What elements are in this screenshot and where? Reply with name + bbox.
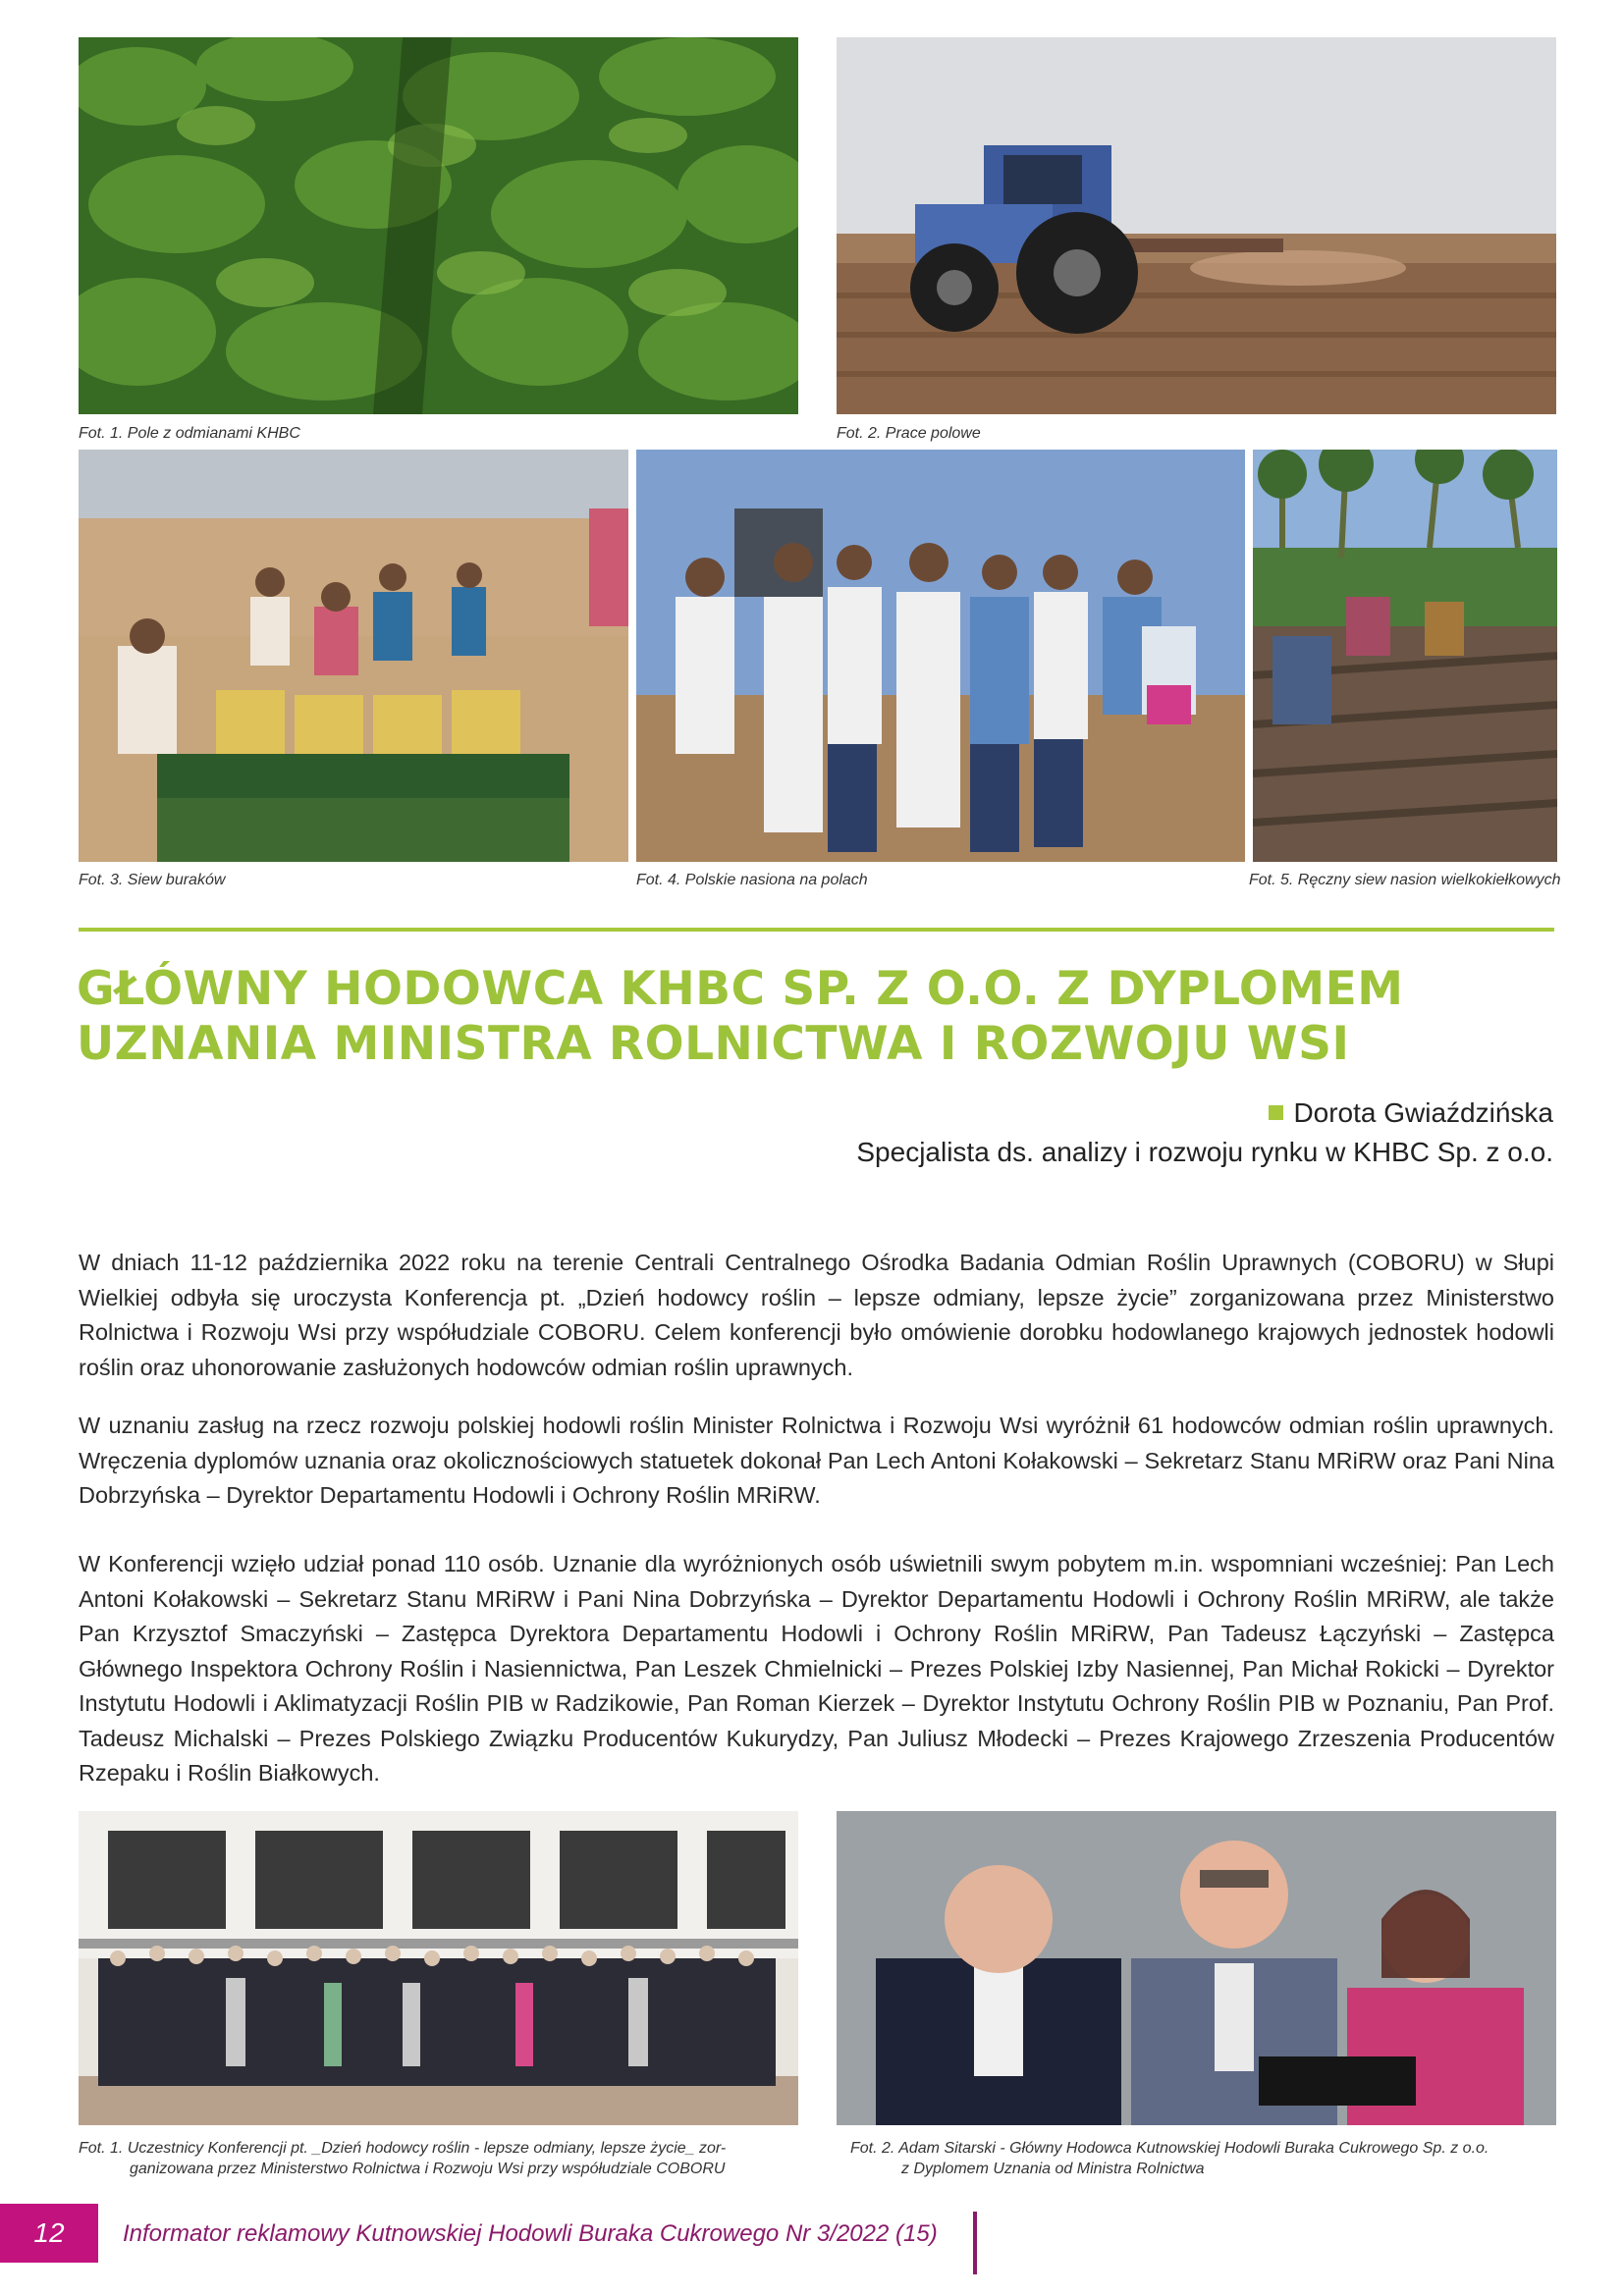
caption-fot4: Fot. 4. Polskie nasiona na polach (636, 872, 868, 888)
photo-conference-participants (79, 1811, 798, 2125)
caption-bottom-fot1-line2: ganizowana przez Ministerstwo Rolnictwa i Rozwoju Wsi przy współudziale COBORU (130, 2161, 726, 2177)
paragraph-3: W Konferencji wzięło udział ponad 110 osób. Uznanie dla wyróżnionych osób uświetnili swym pobytem m.in. wspomniani wcześniej: Pan Lech Antoni Kołakowski – Sekretarz Stanu MRiRW i Pani Nina Dobrzyńska – Dyrektor Departamentu Hodowli i Ochrony Roślin MRiRW, ale także Pan Krzysztof Smaczyński – Zastępca Dyrektora Departamentu Hodowli i Ochrony Roślin MRiRW, Pan Tadeusz Łączyński – Zastępca Głównego Inspektora Ochrony Roślin i Nasiennictwa, Pan Leszek Chmielnicki – Prezes Polskiej Izby Nasiennej, Pan Michał Rokicki – Dyrektor Instytutu Hodowli i Aklimatyzacji Roślin PIB w Radzikowie, Pan Roman Kierzek – Dyrektor Instytutu Ochrony Roślin PIB w Poznaniu, Pan Prof. Tadeusz Michalski – Prezes Polskiego Związku Producentów Kukurydzy, Pan Juliusz Młodecki – Prezes Krajowego Zrzeszenia Producentów Rzepaku i Roślin Białkowych. (79, 1551, 1554, 1786)
caption-bottom-fot2-line2: z Dyplomem Uznania od Ministra Rolnictwa (901, 2161, 1205, 2177)
photo-sowing-beets (79, 450, 628, 862)
bullet-square-icon (1269, 1105, 1283, 1120)
caption-fot3: Fot. 3. Siew buraków (79, 872, 226, 888)
article-title-line2: UZNANIA MINISTRA ROLNICTWA I ROZWOJU WSI (77, 1017, 1350, 1071)
photo-polish-seeds-group (636, 450, 1245, 862)
article-title-line1: GŁÓWNY HODOWCA KHBC SP. Z O.O. Z DYPLOMEM (77, 962, 1404, 1016)
footer-divider (973, 2212, 977, 2274)
paragraph-2: W uznaniu zasług na rzecz rozwoju polskiej hodowli roślin Minister Rolnictwa i Rozwoju Wsi wyróżnił 61 hodowców odmian roślin uprawnych. Wręczenia dyplomów uznania oraz okolicznościowych statuetek dokonał Pan Lech Antoni Kołakowski – Sekretarz Stanu MRiRW oraz Pani Nina Dobrzyńska – Dyrektor Departamentu Hodowli i Ochrony Roślin MRiRW. (79, 1413, 1554, 1508)
paragraph-1: W dniach 11-12 października 2022 roku na terenie Centrali Centralnego Ośrodka Badania Odmian Roślin Uprawnych (COBORU) w Słupi Wielkiej odbyła się uroczysta Konferencja pt. „Dzień hodowcy roślin – lepsze odmiany, lepsze życie” zorganizowana przez Ministerstwo Rolnictwa i Rozwoju Wsi przy współudziale COBORU. Celem konferencji było omówienie dorobku hodowlanego krajowych jednostek hodowli roślin oraz uhonorowanie zasłużonych hodowców odmian roślin uprawnych. (79, 1250, 1554, 1380)
caption-bottom-fot1-line1: Fot. 1. Uczestnicy Konferencji pt. _Dzień hodowcy roślin - lepsze odmiany, lepsze życie_ zor- (79, 2140, 727, 2157)
caption-fot2: Fot. 2. Prace polowe (837, 425, 981, 442)
author-name: Dorota Gwiaździńska (1293, 1097, 1553, 1128)
publication-title: Informator reklamowy Kutnowskiej Hodowli Buraka Cukrowego Nr 3/2022 (15) (123, 2220, 938, 2247)
caption-bottom-fot1 (79, 2138, 726, 2179)
section-divider (79, 928, 1554, 932)
author-role: Specjalista ds. analizy i rozwoju rynku w KHBC Sp. z o.o. (856, 1137, 1553, 1167)
photo-beet-field (79, 37, 798, 414)
photo-tractor (837, 37, 1556, 414)
caption-bottom-fot2 (850, 2138, 1489, 2179)
author-block (856, 1094, 1553, 1172)
page-number: 12 (0, 2204, 98, 2263)
photo-diploma-award (837, 1811, 1556, 2125)
photo-manual-seeding (1253, 450, 1557, 862)
caption-fot1: Fot. 1. Pole z odmianami KHBC (79, 425, 300, 442)
caption-bottom-fot2-line1: Fot. 2. Adam Sitarski - Główny Hodowca Kutnowskiej Hodowli Buraka Cukrowego Sp. z o.o. (850, 2140, 1489, 2157)
caption-fot5: Fot. 5. Ręczny siew nasion wielkokiełkowych (1249, 872, 1561, 888)
article-title (77, 962, 1559, 1072)
